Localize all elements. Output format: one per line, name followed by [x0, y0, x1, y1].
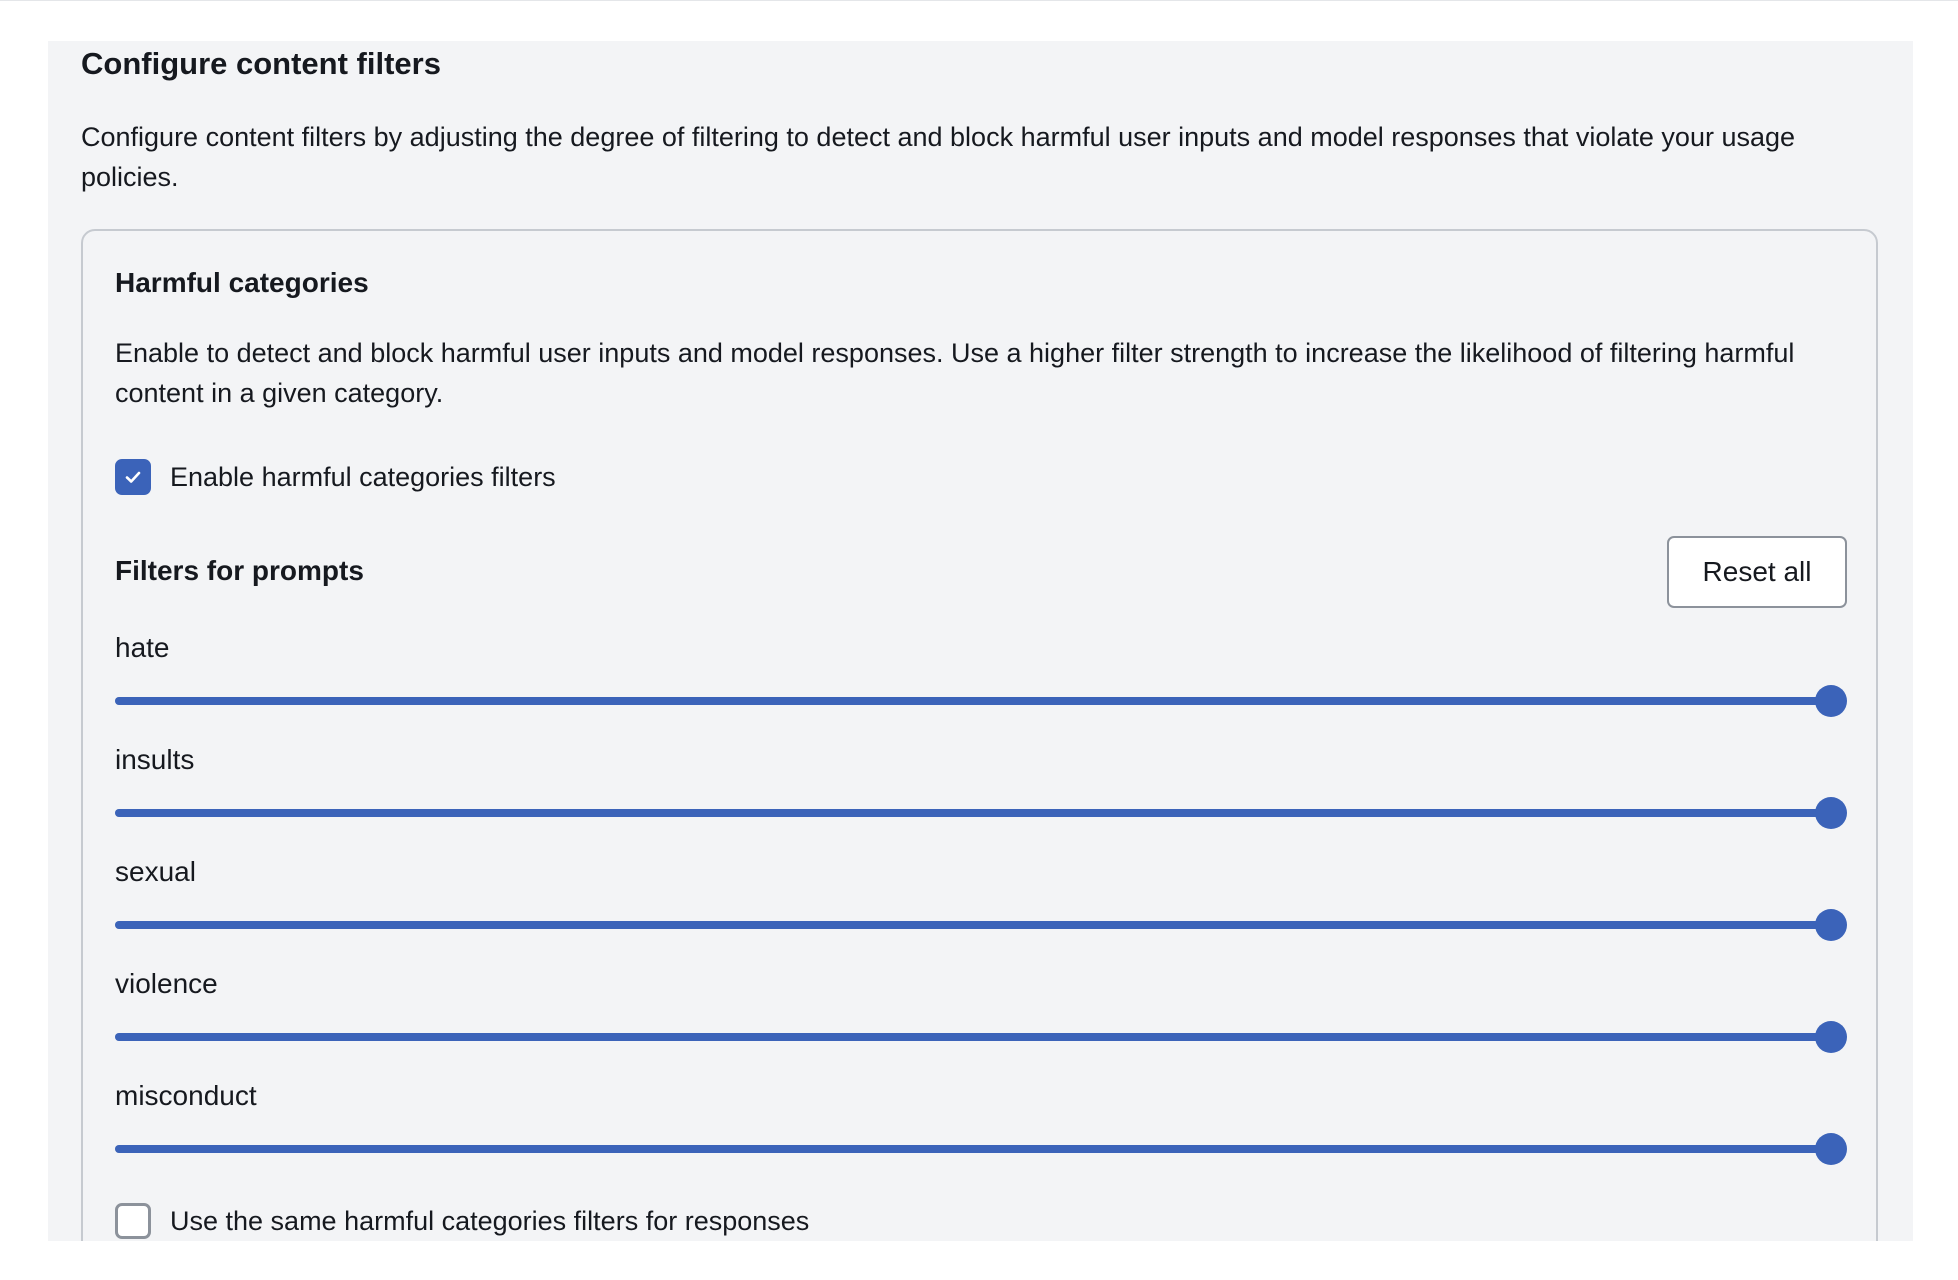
slider-track-misconduct[interactable]	[115, 1145, 1831, 1153]
slider-label-sexual: sexual	[115, 856, 196, 887]
slider-insults	[115, 740, 1850, 852]
harmful-categories-card	[81, 229, 1878, 1241]
slider-fill-hate	[115, 697, 1831, 705]
slider-hate	[115, 628, 1850, 740]
slider-fill-insults	[115, 809, 1831, 817]
panel-description: Configure content filters by adjusting the degree of filtering to detect and block harmful user inputs and model responses that violate your usage policies.	[81, 122, 1796, 192]
slider-track-sexual[interactable]	[115, 921, 1831, 929]
same-filters-for-responses-checkbox[interactable]	[115, 1201, 809, 1241]
enable-harmful-filters-label: Enable harmful categories filters	[170, 462, 556, 492]
slider-thumb-sexual[interactable]	[1815, 909, 1847, 941]
slider-track-hate[interactable]	[115, 697, 1831, 705]
same-filters-for-responses-label: Use the same harmful categories filters for responses	[170, 1206, 810, 1236]
top-divider	[0, 0, 1958, 1]
enable-harmful-filters-checkbox[interactable]	[115, 457, 556, 497]
harmful-categories-description: Enable to detect and block harmful user inputs and model responses. Use a higher filter strength to increase the likelihood of filtering harmful content in a given category.	[115, 338, 1795, 408]
slider-label-misconduct: misconduct	[115, 1080, 257, 1111]
slider-fill-sexual	[115, 921, 1831, 929]
slider-track-violence[interactable]	[115, 1033, 1831, 1041]
reset-all-button[interactable]: Reset all	[1667, 536, 1847, 608]
slider-label-hate: hate	[115, 632, 170, 663]
slider-label-insults: insults	[115, 744, 195, 775]
content-filters-panel	[48, 41, 1913, 1241]
slider-track-insults[interactable]	[115, 809, 1831, 817]
slider-violence	[115, 964, 1850, 1076]
slider-fill-violence	[115, 1033, 1831, 1041]
slider-thumb-insults[interactable]	[1815, 797, 1847, 829]
slider-sexual	[115, 852, 1850, 964]
slider-label-violence: violence	[115, 968, 218, 999]
check-icon	[123, 467, 143, 487]
slider-thumb-violence[interactable]	[1815, 1021, 1847, 1053]
panel-title: Configure content filters	[81, 46, 441, 81]
checkbox-unchecked-box[interactable]	[115, 1203, 151, 1239]
slider-thumb-misconduct[interactable]	[1815, 1133, 1847, 1165]
checkbox-checked-box[interactable]	[115, 459, 151, 495]
slider-thumb-hate[interactable]	[1815, 685, 1847, 717]
harmful-categories-title: Harmful categories	[115, 267, 369, 298]
filters-for-prompts-title: Filters for prompts	[115, 555, 364, 586]
slider-fill-misconduct	[115, 1145, 1831, 1153]
slider-misconduct	[115, 1076, 1850, 1188]
